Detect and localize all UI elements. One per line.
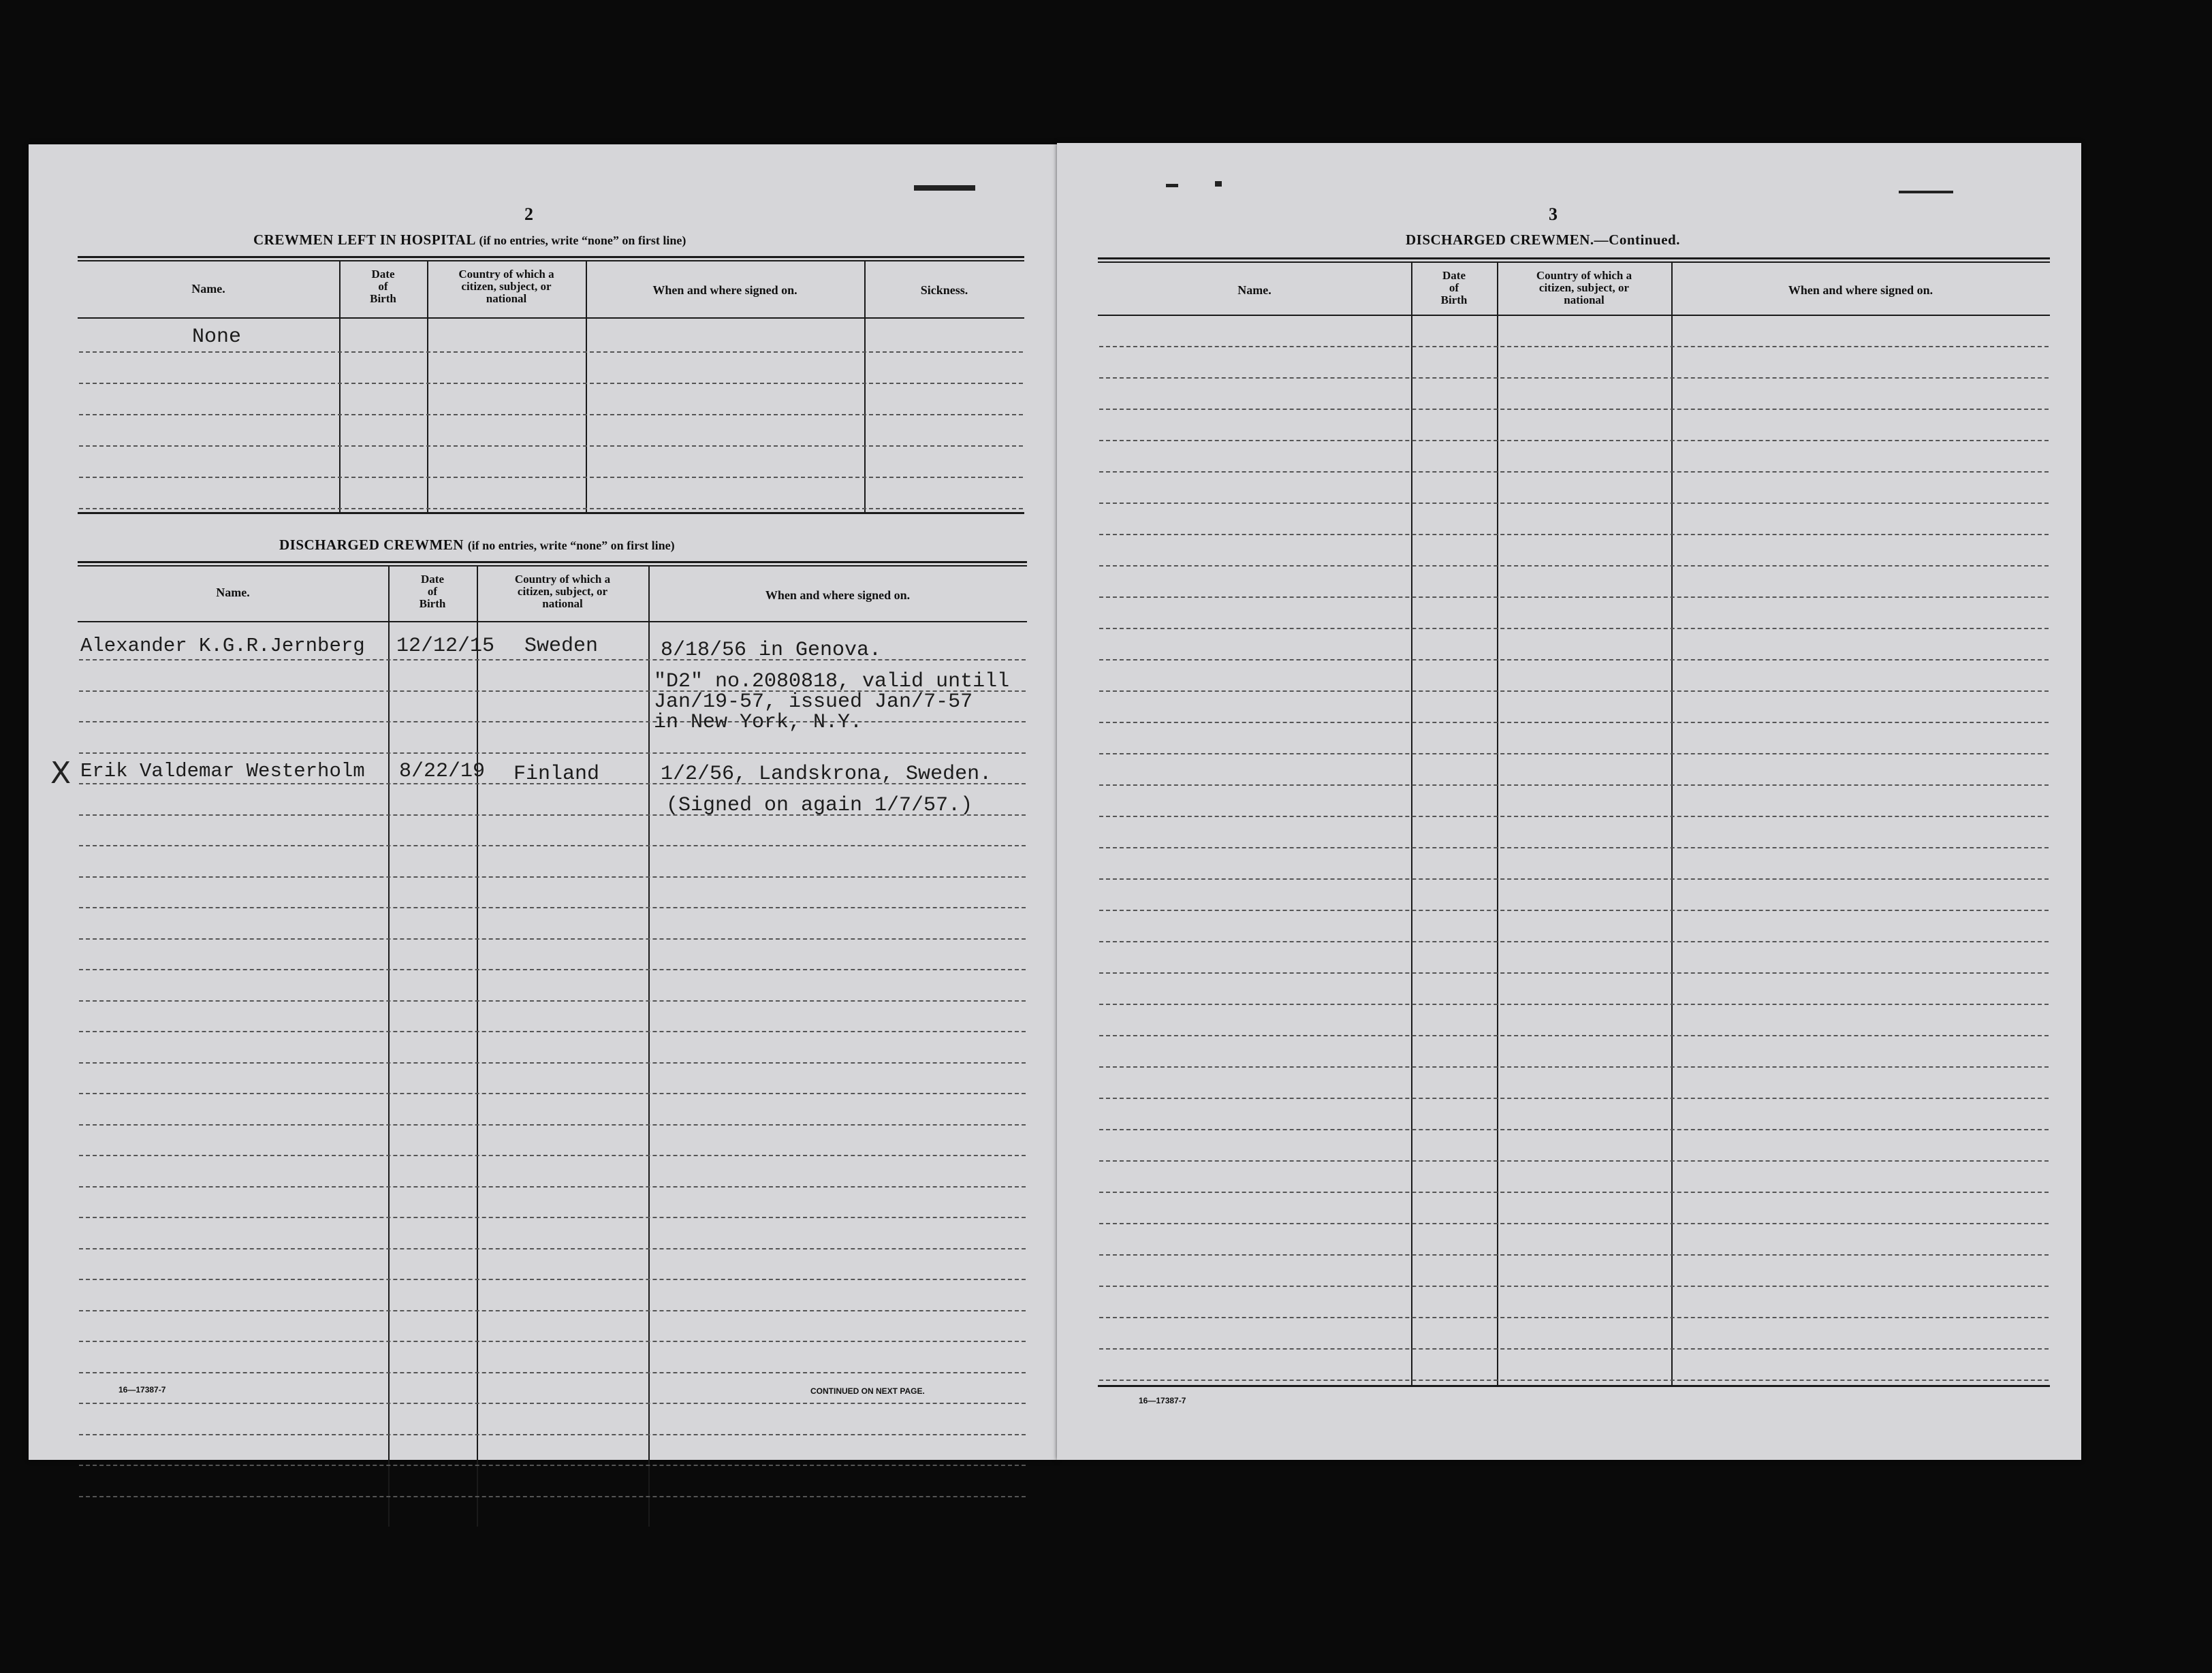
discharged-header-name: Name. — [216, 586, 250, 599]
discharged-section-title — [279, 537, 675, 554]
discharged-col-divider — [388, 565, 390, 1527]
ruled-line — [1099, 1286, 2049, 1287]
ruled-line — [79, 351, 1023, 353]
ruled-line — [79, 845, 1026, 846]
hospital-col-divider — [864, 260, 866, 512]
discharged-header-dob: Date of Birth — [419, 573, 446, 610]
ruled-line — [79, 1093, 1026, 1094]
discharged-top-rule — [78, 561, 1027, 567]
ruled-line — [79, 383, 1023, 384]
ruled-line — [1099, 1004, 2049, 1005]
hospital-title-text: CREWMEN LEFT IN HOSPITAL — [253, 232, 475, 248]
crew-dob: 12/12/15 — [396, 635, 495, 658]
ruled-line — [79, 1341, 1026, 1342]
hospital-header-country: Country of which a citizen, subject, or national — [458, 268, 554, 305]
ruled-line — [1099, 1160, 2049, 1162]
ruled-line — [79, 1062, 1026, 1064]
right-col-divider — [1411, 261, 1412, 1385]
ruled-line — [1099, 784, 2049, 786]
ruled-line — [1099, 534, 2049, 535]
scan-speck — [1215, 181, 1222, 187]
discharged-col-divider — [477, 565, 478, 1527]
page-number: 2 — [524, 204, 533, 224]
ruled-line — [79, 508, 1023, 509]
right-header-signed: When and where signed on. — [1788, 283, 1933, 297]
ruled-line — [1099, 503, 2049, 504]
right-header-dob: Date of Birth — [1440, 269, 1468, 306]
ruled-line — [79, 1403, 1026, 1404]
form-code: 16—17387-7 — [118, 1385, 166, 1395]
ruled-line — [1099, 628, 2049, 629]
ruled-line — [79, 477, 1023, 478]
ruled-line — [79, 414, 1023, 415]
right-page — [1057, 143, 2081, 1460]
ruled-line — [1099, 753, 2049, 754]
hospital-header-signed: When and where signed on. — [652, 283, 797, 297]
right-col-divider — [1671, 261, 1673, 1385]
right-header-name: Name. — [1237, 283, 1271, 297]
ruled-line — [1099, 346, 2049, 347]
ruled-line — [79, 752, 1026, 754]
ruled-line — [79, 721, 1026, 722]
ruled-line — [1099, 1129, 2049, 1130]
hospital-header-name: Name. — [191, 282, 225, 296]
crew-signed-line: (Signed on again 1/7/57.) — [666, 794, 973, 817]
ruled-line — [1099, 471, 2049, 473]
right-header-rule — [1098, 315, 2050, 316]
ruled-line — [1099, 1192, 2049, 1193]
ruled-line — [1099, 1348, 2049, 1350]
hospital-header-sickness: Sickness. — [920, 283, 968, 297]
left-page — [29, 144, 1057, 1460]
handwritten-x-mark: X — [50, 756, 72, 791]
discharged-title-note: (if no entries, write “none” on first line) — [467, 539, 675, 552]
crew-signed-line: "D2" no.2080818, valid untill — [654, 670, 1010, 693]
ruled-line — [1099, 847, 2049, 848]
ruled-line — [79, 1031, 1026, 1032]
crew-signed-line: in New York, N.Y. — [654, 711, 863, 734]
crew-signed-line: 1/2/56, Landskrona, Sweden. — [661, 763, 992, 786]
ruled-line — [79, 445, 1023, 447]
continued-note: CONTINUED ON NEXT PAGE. — [810, 1386, 925, 1396]
ruled-line — [1099, 722, 2049, 723]
right-header-country: Country of which a citizen, subject, or national — [1536, 269, 1632, 306]
ruled-line — [1099, 910, 2049, 911]
ruled-line — [1099, 1035, 2049, 1036]
ruled-line — [1099, 440, 2049, 441]
ruled-line — [79, 1155, 1026, 1156]
hospital-header-dob: Date of Birth — [370, 268, 396, 305]
ruled-line — [1099, 1380, 2049, 1381]
crew-signed-line: 8/18/56 in Genova. — [661, 639, 882, 662]
scan-speck — [1166, 184, 1178, 187]
ruled-line — [1099, 409, 2049, 410]
ruled-line — [79, 969, 1026, 970]
hospital-col-divider — [586, 260, 587, 512]
crew-signed-line: Jan/19-57, issued Jan/7-57 — [654, 690, 973, 714]
crew-name: Erik Valdemar Westerholm — [80, 760, 365, 782]
ruled-line — [79, 1279, 1026, 1280]
ruled-line — [1099, 565, 2049, 567]
crew-dob: 8/22/19 — [399, 760, 486, 783]
discharged-continued-title: DISCHARGED CREWMEN.—Continued. — [1406, 232, 1680, 248]
ruled-line — [79, 938, 1026, 940]
ruled-line — [1099, 816, 2049, 817]
ruled-line — [1099, 878, 2049, 880]
scan-speck — [1899, 191, 1953, 193]
ruled-line — [1099, 596, 2049, 598]
ruled-line — [1099, 1098, 2049, 1099]
ruled-line — [1099, 1066, 2049, 1068]
ruled-line — [1099, 972, 2049, 974]
scan-speck — [914, 185, 975, 191]
hospital-header-rule — [78, 317, 1024, 319]
hospital-bottom-rule — [78, 512, 1024, 514]
ruled-line — [79, 1248, 1026, 1249]
ruled-line — [79, 659, 1026, 660]
ruled-line — [79, 876, 1026, 878]
ruled-line — [1099, 1254, 2049, 1256]
ruled-line — [1099, 377, 2049, 379]
ruled-line — [79, 1186, 1026, 1188]
crew-country: Sweden — [524, 635, 599, 658]
right-top-rule — [1098, 257, 2050, 263]
ruled-line — [1099, 1223, 2049, 1224]
ruled-line — [79, 1000, 1026, 1002]
ruled-line — [79, 907, 1026, 908]
hospital-title-note: (if no entries, write “none” on first line) — [479, 234, 686, 247]
right-col-divider — [1497, 261, 1498, 1385]
discharged-header-rule — [78, 621, 1027, 622]
ruled-line — [1099, 941, 2049, 942]
discharged-title-text: DISCHARGED CREWMEN — [279, 537, 464, 553]
page-number: 3 — [1549, 204, 1558, 224]
crew-name: Alexander K.G.R.Jernberg — [80, 635, 365, 657]
ruled-line — [79, 1217, 1026, 1218]
discharged-header-signed: When and where signed on. — [765, 588, 911, 602]
ruled-line — [79, 1310, 1026, 1311]
ruled-line — [1099, 1317, 2049, 1318]
ruled-line — [79, 1372, 1026, 1373]
right-bottom-rule — [1098, 1385, 2050, 1387]
hospital-entry: None — [192, 325, 242, 349]
form-code: 16—17387-7 — [1139, 1396, 1186, 1405]
discharged-col-divider — [648, 565, 650, 1527]
ruled-line — [79, 1124, 1026, 1126]
ruled-line — [79, 1496, 1026, 1497]
crew-country: Finland — [514, 763, 600, 786]
ruled-line — [1099, 659, 2049, 660]
ruled-line — [79, 1465, 1026, 1466]
ruled-line — [79, 1434, 1026, 1435]
hospital-section-title — [253, 232, 686, 249]
ruled-line — [1099, 690, 2049, 692]
discharged-header-country: Country of which a citizen, subject, or national — [514, 573, 611, 610]
hospital-top-rule — [78, 256, 1024, 261]
